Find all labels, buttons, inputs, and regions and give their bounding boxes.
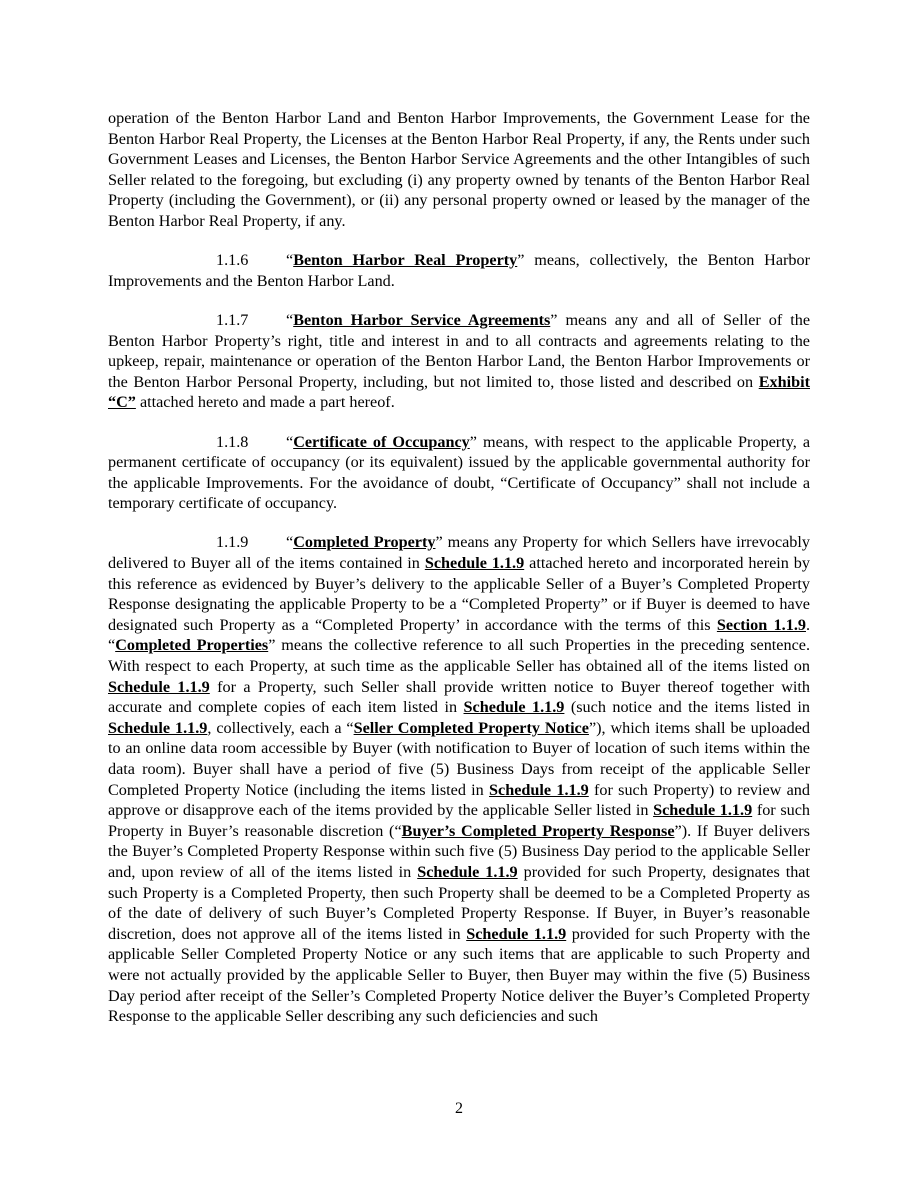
schedule-reference: Schedule 1.1.9 xyxy=(466,924,567,943)
section-number: 1.1.9 xyxy=(216,533,249,552)
section-1-1-6 xyxy=(108,250,810,291)
defined-term: Completed Properties xyxy=(115,636,269,655)
section-text: ”). If Buyer delivers the Buyer’s Completed Property Response within such five (5) Business Day period to the applicable Seller and, upon review of all of the items listed in xyxy=(108,821,810,881)
schedule-reference: Schedule 1.1.9 xyxy=(463,698,565,717)
page-number: 2 xyxy=(455,1100,463,1117)
section-text: ”), which items shall be uploaded to an online data room accessible by Buyer (with notification to Buyer of location of such items within the data room). Buyer shall have a period of five (5) Business Days from receipt of the applicable Seller Completed Property Notice (including the items listed in xyxy=(108,718,810,799)
section-text: means any Property for which Sellers have irrevocably delivered to Buyer all of the items contained in xyxy=(108,533,810,573)
section-text: for a Property, such Seller shall provide written notice to Buyer thereof together with accurate and complete copies of each item listed in xyxy=(108,677,810,717)
section-1-1-8 xyxy=(108,432,810,514)
section-text: ” means the collective reference to all such Properties in the preceding sentence. With respect to each Property, at such time as the applicable Seller has obtained all of the items listed on xyxy=(108,636,810,676)
open-quote: “ xyxy=(286,533,294,552)
section-text: for such Property) to review and approve or disapprove each of the items provided by the applicable Seller listed in xyxy=(108,780,810,820)
section-1-1-9 xyxy=(108,532,810,1026)
close-quote: ” xyxy=(435,533,443,552)
defined-term: Benton Harbor Service Agreements xyxy=(293,310,551,329)
close-quote: ” xyxy=(550,310,558,329)
close-quote: ” xyxy=(469,432,477,451)
defined-term: Benton Harbor Real Property xyxy=(293,251,518,270)
open-quote: “ xyxy=(286,310,294,329)
schedule-reference: Schedule 1.1.9 xyxy=(417,862,518,881)
section-text: provided for such Property, designates that such Property is a Completed Property, then such Property shall be deemed to be a Completed Property as of the date of delivery of such Buyer’s Completed Property Response. If Buyer, in Buyer’s reasonable discretion, does not approve all of the items listed in xyxy=(108,862,810,943)
close-quote: ” xyxy=(517,251,525,270)
section-text: attached hereto and made a part hereof. xyxy=(135,393,395,412)
intro-paragraph: operation of the Benton Harbor Land and Benton Harbor Improvements, the Government Lease for the Benton Harbor Real Property, the Licenses at the Benton Harbor Real Property, if any, the Rents under such Government Leases and Licenses, the Benton Harbor Service Agreements and the other Intangibles of such Seller related to the foregoing, but excluding (i) any property owned by tenants of the Benton Harbor Real Property (including the Government), or (ii) any personal property owned or leased by the manager of the Benton Harbor Real Property, if any. xyxy=(108,109,810,230)
section-number: 1.1.6 xyxy=(216,251,249,270)
exhibit-reference: Exhibit “C” xyxy=(108,372,810,412)
defined-term: Completed Property xyxy=(293,533,436,552)
schedule-reference: Schedule 1.1.9 xyxy=(108,677,210,696)
section-text: means any and all of Seller of the Benton Harbor Property’s right, title and interest in and to all contracts and agreements relating to the upkeep, repair, maintenance or operation of the Benton Harbor Land, the Benton Harbor Improvements or the Benton Harbor Personal Property, including, but not limited to, those listed and described on xyxy=(108,310,810,391)
section-text: means, collectively, the Benton Harbor Improvements and the Benton Harbor Land. xyxy=(108,251,810,290)
schedule-reference: Schedule 1.1.9 xyxy=(108,718,208,737)
section-text: . “ xyxy=(108,615,811,655)
section-text: provided for such Property with the applicable Seller Completed Property Notice or any such items that are applicable to such Property and were not actually provided by the applicable Seller to Buyer, then Buyer may within the five (5) Business Day period after receipt of the Seller’s Completed Property Notice deliver the Buyer’s Completed Property Response to the applicable Seller describing any such deficiencies and such xyxy=(108,924,811,1026)
schedule-reference: Schedule 1.1.9 xyxy=(424,554,525,573)
section-reference: Section 1.1.9 xyxy=(716,615,806,634)
document-page xyxy=(108,108,810,1045)
defined-term: Seller Completed Property Notice xyxy=(353,718,589,737)
section-text: means, with respect to the applicable Property, a permanent certificate of occupancy (or its equivalent) issued by the applicable governmental authority for the applicable Improvements. For the avoidance of doubt, “Certificate of Occupancy” shall not include a temporary certificate of occupancy. xyxy=(108,432,810,513)
open-quote: “ xyxy=(286,432,294,451)
schedule-reference: Schedule 1.1.9 xyxy=(489,780,589,799)
section-text: for such Property in Buyer’s reasonable discretion (“ xyxy=(108,801,811,840)
defined-term: Buyer’s Completed Property Response xyxy=(401,821,675,840)
section-text: (such notice and the items listed in xyxy=(564,698,810,717)
section-text: attached hereto and incorporated herein by this reference as evidenced by Buyer’s delivery to the applicable Seller of a Buyer’s Completed Property Response designating the applicable Property to be a “Completed Property” or if Buyer is deemed to have designated such Property as a “Completed Property’ in accordance with the terms of this xyxy=(108,554,810,634)
defined-term: Certificate of Occupancy xyxy=(293,432,470,451)
schedule-reference: Schedule 1.1.9 xyxy=(653,801,753,820)
open-quote: “ xyxy=(286,251,294,270)
section-1-1-7 xyxy=(108,310,810,413)
section-text: , collectively, each a “ xyxy=(207,718,354,737)
section-number: 1.1.7 xyxy=(216,310,249,329)
section-number: 1.1.8 xyxy=(216,432,249,451)
